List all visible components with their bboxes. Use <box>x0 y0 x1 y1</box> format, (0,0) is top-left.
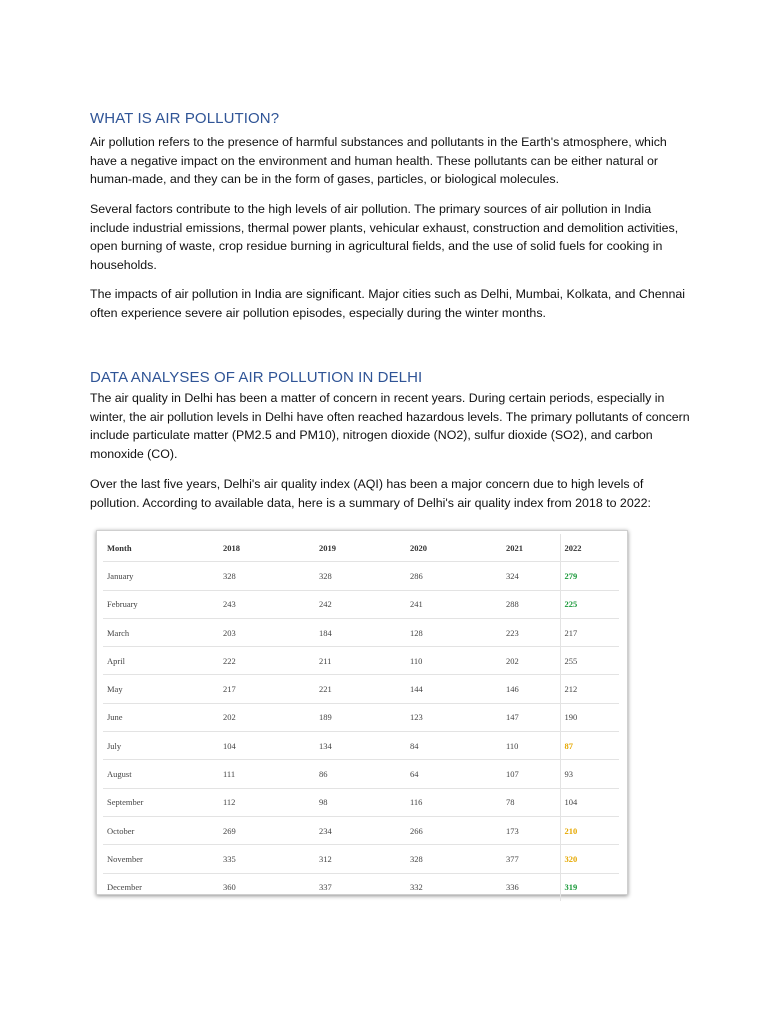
aqi-cell-2020: 144 <box>406 675 502 703</box>
aqi-cell-2020: 123 <box>406 703 502 731</box>
aqi-cell-2018: 104 <box>219 732 315 760</box>
aqi-cell-2020: 286 <box>406 562 502 590</box>
aqi-cell-2022: 279 <box>560 562 619 590</box>
aqi-cell-2019: 134 <box>315 732 406 760</box>
month-cell: May <box>103 675 219 703</box>
section-heading-data-analyses: DATA ANALYSES OF AIR POLLUTION IN DELHI <box>90 369 423 386</box>
month-cell: February <box>103 590 219 618</box>
aqi-cell-2018: 328 <box>219 562 315 590</box>
aqi-cell-2022: 104 <box>560 788 619 816</box>
paragraph-definition: Air pollution refers to the presence of harmful substances and pollutants in the Earth's atmosphere, which have a negative impact on the environment and human health. These pollutants can be either natural or human-made, and they can be in the form of gases, particles, or biological molecules. <box>90 135 667 186</box>
aqi-cell-2022: 190 <box>560 703 619 731</box>
aqi-cell-2019: 189 <box>315 703 406 731</box>
aqi-table-body <box>103 562 619 901</box>
aqi-cell-2019: 211 <box>315 647 406 675</box>
paragraph-impacts: The impacts of air pollution in India are significant. Major cities such as Delhi, Mumbai, Kolkata, and Chennai often experience severe air pollution episodes, especially during the winter months. <box>90 287 686 320</box>
aqi-cell-2022: 217 <box>560 618 619 646</box>
column-header-2020: 2020 <box>406 534 502 562</box>
table-row <box>103 760 619 788</box>
aqi-cell-2021: 288 <box>502 590 560 618</box>
month-cell: November <box>103 845 219 873</box>
aqi-cell-2018: 217 <box>219 675 315 703</box>
table-row <box>103 647 619 675</box>
aqi-cell-2020: 241 <box>406 590 502 618</box>
paragraph-sources: Several factors contribute to the high levels of air pollution. The primary sources of air pollution in India include industrial emissions, thermal power plants, vehicular exhaust, construction and demolition activities, open burning of waste, crop residue burning in agricultural fields, and the use of solid fuels for cooking in households. <box>90 202 679 272</box>
aqi-cell-2021: 202 <box>502 647 560 675</box>
aqi-cell-2019: 234 <box>315 816 406 844</box>
aqi-cell-2021: 377 <box>502 845 560 873</box>
aqi-cell-2020: 116 <box>406 788 502 816</box>
aqi-cell-2019: 312 <box>315 845 406 873</box>
aqi-cell-2022: 87 <box>560 732 619 760</box>
aqi-table <box>103 534 619 901</box>
table-row <box>103 675 619 703</box>
table-row <box>103 562 619 590</box>
table-row <box>103 732 619 760</box>
month-cell: January <box>103 562 219 590</box>
aqi-cell-2021: 324 <box>502 562 560 590</box>
aqi-cell-2019: 86 <box>315 760 406 788</box>
month-cell: December <box>107 882 142 893</box>
aqi-cell-2020: 84 <box>406 732 502 760</box>
column-header-month: Month <box>103 534 219 562</box>
month-cell: July <box>103 732 219 760</box>
month-cell: June <box>103 703 219 731</box>
month-cell: August <box>103 760 219 788</box>
aqi-cell-2019: 337 <box>319 882 332 893</box>
table-row <box>103 873 619 901</box>
table-header-row <box>103 534 619 562</box>
table-row <box>103 816 619 844</box>
aqi-cell-2022: 319 <box>560 873 619 901</box>
aqi-cell-2019: 184 <box>315 618 406 646</box>
aqi-cell-2021: 110 <box>502 732 560 760</box>
aqi-table-image <box>96 530 628 895</box>
aqi-cell-2019: 242 <box>315 590 406 618</box>
aqi-cell-2021: 173 <box>502 816 560 844</box>
aqi-cell-2021: 147 <box>502 703 560 731</box>
column-header-2022: 2022 <box>560 534 619 562</box>
aqi-cell-2020: 64 <box>406 760 502 788</box>
aqi-cell-2018: 269 <box>219 816 315 844</box>
aqi-cell-2022: 320 <box>560 845 619 873</box>
aqi-cell-2019: 221 <box>315 675 406 703</box>
aqi-cell-2020: 332 <box>410 882 423 893</box>
aqi-cell-2019: 328 <box>315 562 406 590</box>
table-row <box>103 845 619 873</box>
month-cell: April <box>103 647 219 675</box>
column-header-2018: 2018 <box>219 534 315 562</box>
aqi-cell-2021: 336 <box>506 882 519 893</box>
table-row <box>103 703 619 731</box>
aqi-cell-2020: 328 <box>406 845 502 873</box>
month-cell: October <box>103 816 219 844</box>
aqi-cell-2021: 107 <box>502 760 560 788</box>
aqi-cell-2018: 335 <box>219 845 315 873</box>
column-header-2019: 2019 <box>315 534 406 562</box>
aqi-cell-2018: 112 <box>219 788 315 816</box>
aqi-cell-2019: 98 <box>315 788 406 816</box>
aqi-cell-2020: 266 <box>406 816 502 844</box>
aqi-cell-2020: 128 <box>406 618 502 646</box>
aqi-cell-2022: 225 <box>560 590 619 618</box>
aqi-cell-2018: 203 <box>219 618 315 646</box>
aqi-cell-2021: 78 <box>502 788 560 816</box>
aqi-cell-2022: 93 <box>560 760 619 788</box>
column-header-2021: 2021 <box>502 534 560 562</box>
month-cell: September <box>103 788 219 816</box>
aqi-cell-2022: 255 <box>560 647 619 675</box>
aqi-cell-2018: 360 <box>223 882 236 893</box>
section-heading-what-is-air-pollution: WHAT IS AIR POLLUTION? <box>90 110 280 127</box>
month-cell: March <box>103 618 219 646</box>
aqi-cell-2018: 222 <box>219 647 315 675</box>
aqi-cell-2022: 210 <box>560 816 619 844</box>
aqi-cell-2021: 223 <box>502 618 560 646</box>
aqi-cell-2018: 243 <box>219 590 315 618</box>
aqi-cell-2022: 212 <box>560 675 619 703</box>
aqi-cell-2018: 111 <box>219 760 315 788</box>
paragraph-aqi-summary-intro: Over the last five years, Delhi's air quality index (AQI) has been a major concern due to high levels of pollution. According to available data, here is a summary of Delhi's air quality index from 2018 to 2022: <box>90 477 651 510</box>
paragraph-delhi-air-quality: The air quality in Delhi has been a matter of concern in recent years. During certain periods, especially in winter, the air pollution levels in Delhi have often reached hazardous levels. The primary pollutants of concern include particulate matter (PM2.5 and PM10), nitrogen dioxide (NO2), sulfur dioxide (SO2), and carbon monoxide (CO). <box>90 391 690 461</box>
aqi-cell-2021: 146 <box>502 675 560 703</box>
aqi-cell-2018: 202 <box>219 703 315 731</box>
table-row <box>103 590 619 618</box>
table-row <box>103 618 619 646</box>
table-row <box>103 788 619 816</box>
aqi-cell-2020: 110 <box>406 647 502 675</box>
